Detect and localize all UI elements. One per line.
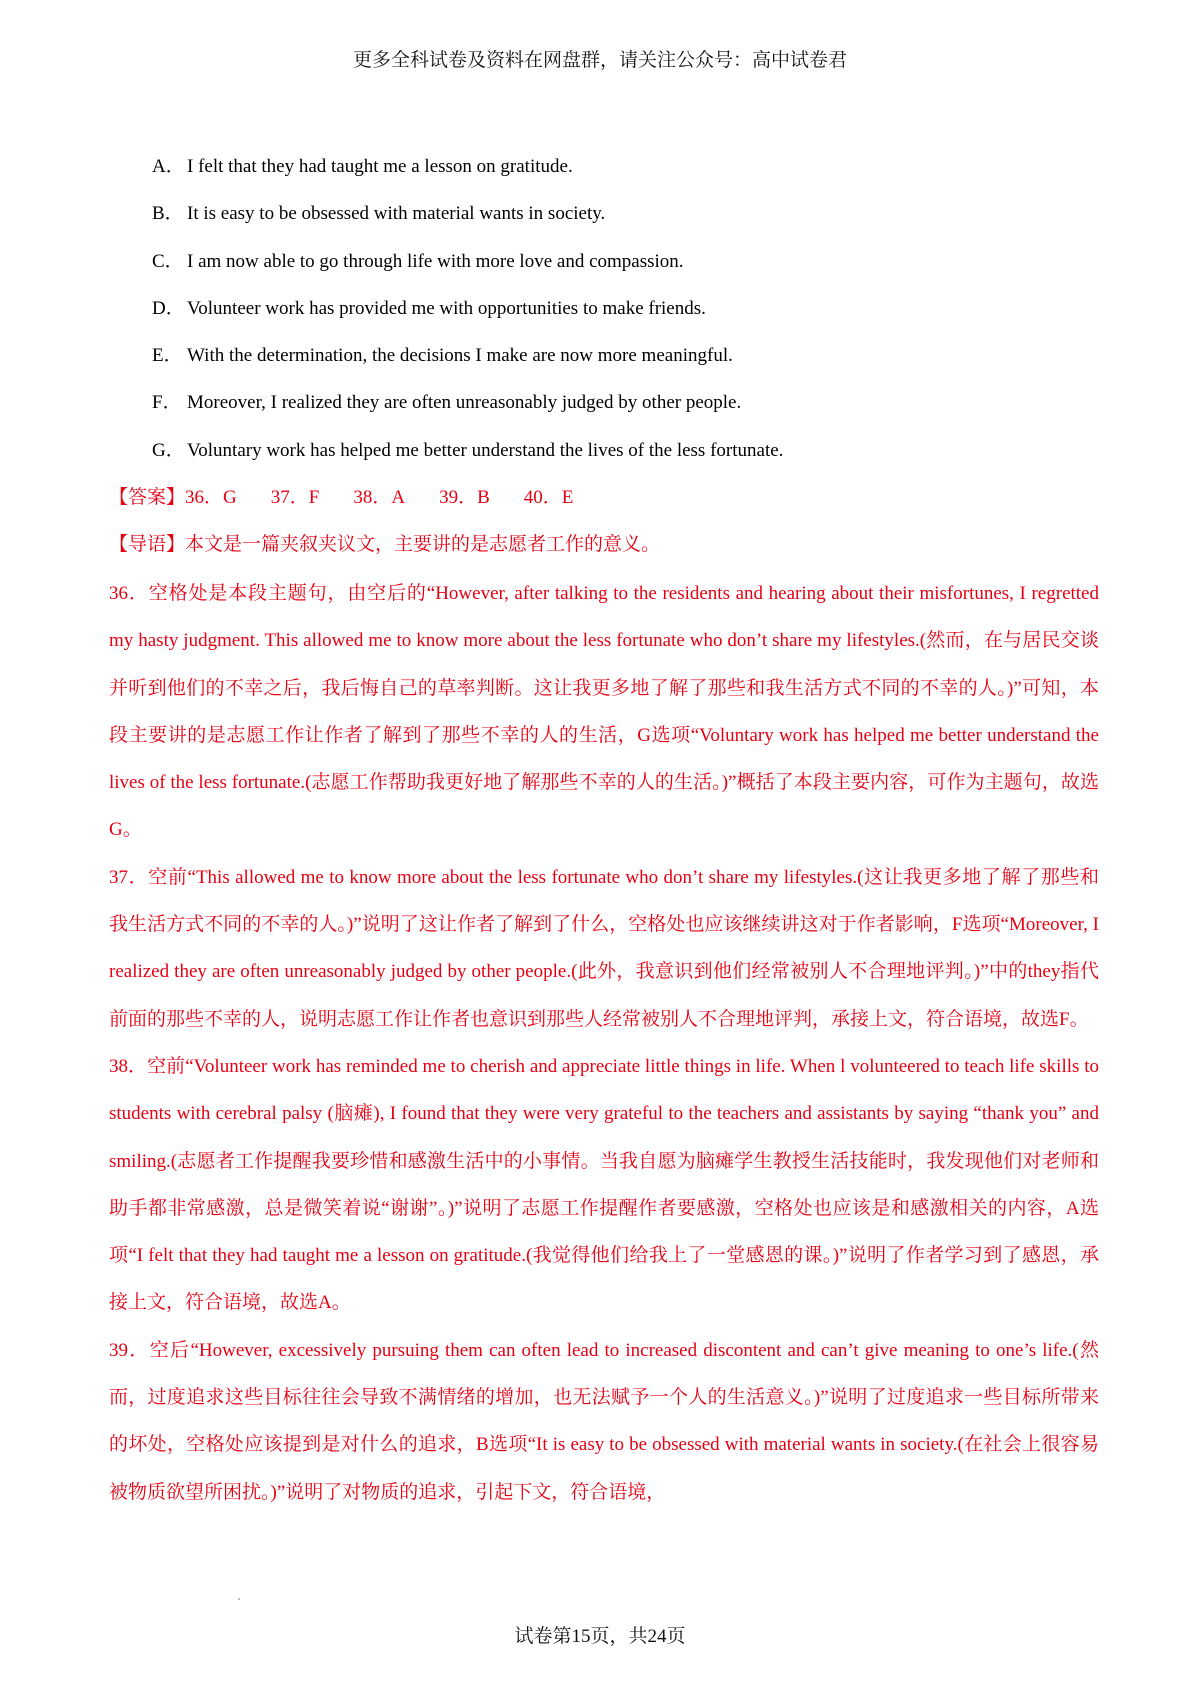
page-footer [0,1624,1200,1650]
analysis-38: 38．空前“Volunteer work has reminded me to cherish and appreciate little things in life. When l volunteered to teach life skills to students with cerebral palsy (脑瘫), I found that they were very grateful to the teachers and assistants by saying “thank you” and smiling.(志愿者工作提醒我要珍惜和感激生活中的小事情。当我自愿为脑瘫学生教授生活技能时，我发现他们对老师和助手都非常感激，总是微笑着说“谢谢”。)”说明了志愿工作提醒作者要感激，空格处也应该是和感激相关的内容，A选项“I felt that they had taught me a lesson on gratitude.(我觉得他们给我上了一堂感恩的课。)”说明了作者学习到了感恩，承接上文，符合语境，故选A。 [109,1055,1099,1314]
option-b [152,201,1112,248]
answer-item: 38．A [353,487,406,508]
option-text: I felt that they had taught me a lesson on gratitude. [187,156,573,177]
option-text: I am now able to go through life with more love and compassion. [187,250,684,272]
lead-text: 本文是一篇夹叙夹议文，主要讲的是志愿者工作的意义。 [185,534,661,555]
page-header [0,48,1200,74]
option-letter: C． [152,250,184,272]
analysis-36: 36．空格处是本段主题句，由空后的“However, after talking to the residents and hearing about their misfortunes, I regretted my hasty judgment. This allowed me to know more about the less fortunate who don’t share my lifestyles.(然而，在与居民交谈并听到他们的不幸之后，我后悔自己的草率判断。这让我更多地了解了那些和我生活方式不同的不幸的人。)”可知，本段主要讲的是志愿工作让作者了解到了那些不幸的人的生活，G选项“Voluntary work has helped me better understand the lives of the less fortunate.(志愿工作帮助我更好地了解那些不幸的人的生活。)”概括了本段主要内容，可作为主题句，故选G。 [109,583,1099,841]
option-letter: G． [152,439,185,461]
analysis-39: 39．空后“However, excessively pursuing them can often lead to increased discontent and can’t give meaning to one’s life.(然而，过度追求这些目标往往会导致不满情绪的增加，也无法赋予一个人的生活意义。)”说明了过度追求一些目标所带来的坏处，空格处应该提到是对什么的追求，B选项“It is easy to be obsessed with material wants in society.(在社会上很容易被物质欲望所困扰。)”说明了对物质的追求，引起下文，符合语境， [109,1339,1099,1503]
option-letter: B． [152,203,184,225]
lead-paragraph [109,532,1099,558]
option-letter: A． [152,156,185,177]
answer-label: 【答案】 [109,487,186,508]
option-text: With the determination, the decisions I make are now more meaningful. [187,345,733,367]
option-c [152,249,1112,296]
option-text: Volunteer work has provided me with opportunities to make friends. [187,297,706,319]
option-text: Voluntary work has helped me better understand the lives of the less fortunate. [187,439,784,461]
option-g [152,438,1112,485]
option-letter: D． [152,297,185,319]
option-letter: E． [152,345,183,367]
answer-item: 40．E [523,487,574,508]
option-a [152,154,1112,201]
analysis-37: 37．空前“This allowed me to know more about the less fortunate who don’t share my lifestyles.(这让我更多地了解了那些和我生活方式不同的不幸的人。)”说明了这让作者了解到了什么，空格处也应该继续讲这对于作者影响，F选项“Moreover, I realized they are often unreasonably judged by other people.(此外，我意识到他们经常被别人不合理地评判。)”中的they指代前面的那些不幸的人，说明志愿工作让作者也意识到那些人经常被别人不合理地评判，承接上文，符合语境，故选F。 [109,866,1099,1030]
option-text: Moreover, I realized they are often unreasonably judged by other people. [187,392,742,414]
option-d [152,296,1112,343]
scan-dot [238,1598,240,1600]
option-e [152,343,1112,390]
option-text: It is easy to be obsessed with material wants in society. [187,203,606,225]
answer-item: 36．G [185,487,237,508]
answer-item: 37．F [270,487,320,508]
option-letter: F． [152,392,182,414]
analysis-section [109,570,1099,1516]
answer-item: 39．B [439,487,490,508]
option-list [152,154,1112,485]
lead-label: 【导语】 [109,534,186,555]
answer-key [109,485,1099,511]
page-number: 试卷第15页，共24页 [514,1626,686,1647]
header-text: 更多全科试卷及资料在网盘群，请关注公众号：高中试卷君 [352,50,847,71]
option-f [152,390,1112,437]
